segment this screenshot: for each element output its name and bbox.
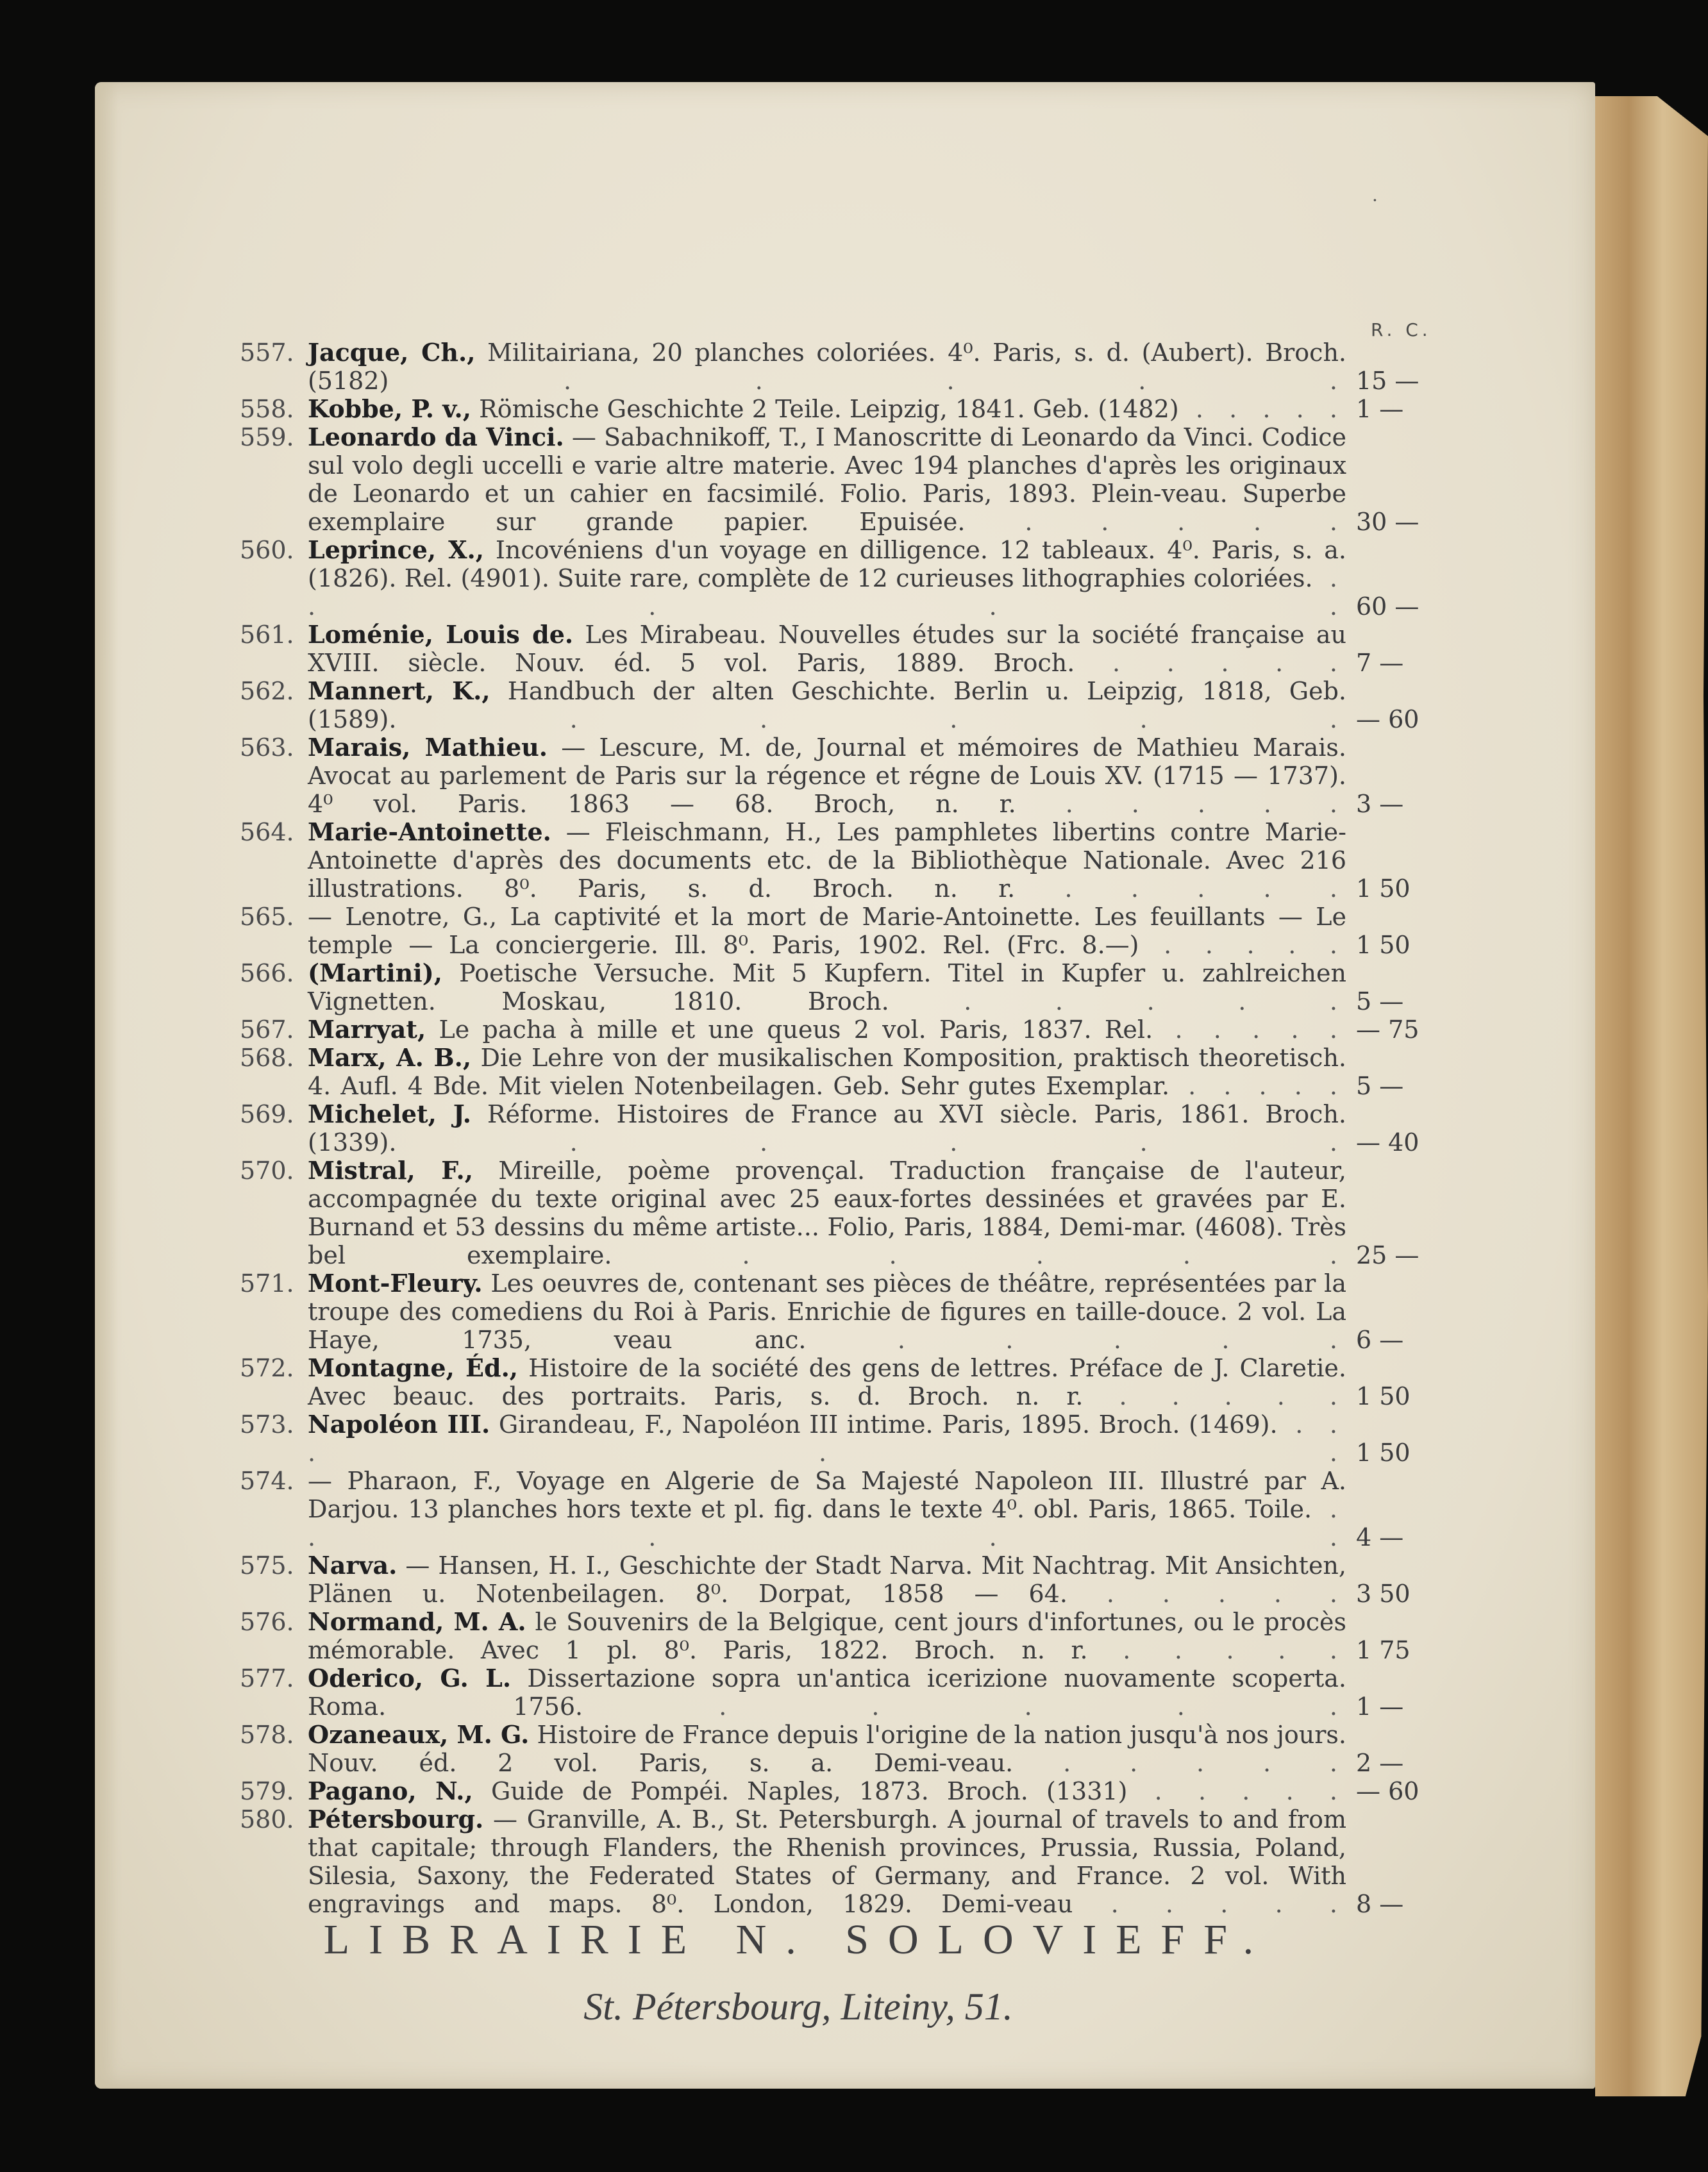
leader-dots: . . . . . xyxy=(1015,874,1347,903)
entry-number: 577. xyxy=(240,1664,294,1692)
entry-price: 5 — xyxy=(1356,987,1404,1015)
entry-description xyxy=(308,1608,1346,1664)
entry-text: Die Lehre von der musikalischen Komposition, praktisch theoretisch. 4. Aufl. 4 Bde. Mit vielen Notenbeilagen. Geb. Sehr gutes Exemplar. xyxy=(308,1044,1346,1100)
entry-author: Napoléon III. xyxy=(308,1410,490,1439)
entry-text: Poetische Versuche. Mit 5 Kupfern. Titel in Kupfer u. zahlreichen Vignetten. Moskau, 1810. Broch. xyxy=(308,959,1346,1015)
entry-author: Loménie, Louis de. xyxy=(308,620,574,649)
catalog-entry xyxy=(240,676,1436,733)
entry-author: Mistral, F., xyxy=(308,1156,473,1185)
entry-text: — Granville, A. B., St. Petersburgh. A journal of travels to and from that capitale; through Flanders, the Rhenish provinces, Prussia, Russia, Poland, Silesia, Saxony, the Federated States of Germany, and France. 2 vol. With engravings and maps. 8⁰. London, 1829. Demi-veau xyxy=(308,1805,1346,1918)
entry-text: Les oeuvres de, contenant ses pièces de théâtre, représentées par la troupe des comediens du Roi à Paris. Enrichie de figures en taille-douce. 2 vol. La Haye, 1735, veau anc. xyxy=(308,1269,1346,1354)
entry-text: Les Mirabeau. Nouvelles études sur la société française au XVIII. siècle. Nouv. éd. 5 vol. Paris, 1889. Broch. xyxy=(308,621,1346,677)
entry-description xyxy=(308,1777,1346,1805)
entry-text: — Pharaon, F., Voyage en Algerie de Sa Majesté Napoleon III. Illustré par A. Darjou. 13 planches hors texte et pl. fig. dans le texte 4⁰. obl. Paris, 1865. Toile. xyxy=(308,1467,1346,1523)
entry-price: 30 — xyxy=(1356,508,1419,536)
entry-author: Montagne, Éd., xyxy=(308,1353,519,1382)
entry-author: Leprince, X., xyxy=(308,535,485,564)
entry-author: Mannert, K., xyxy=(308,676,490,705)
entry-description xyxy=(308,338,1346,395)
entry-price: 1 — xyxy=(1356,395,1404,423)
entry-price: 1 50 xyxy=(1356,931,1411,959)
entry-text: Incovéniens d'un voyage en dilligence. 12 tableaux. 4⁰. Paris, s. a. (1826). Rel. (4901). Suite rare, complète de 12 curieuses lithographies coloriées. xyxy=(308,536,1347,592)
entry-description xyxy=(308,536,1346,621)
entry-price: — 60 xyxy=(1356,1777,1419,1805)
entry-text: — Fleischmann, H., Les pamphletes libertins contre Marie-Antoinette d'après des documents etc. de la Bibliothèque Nationale. Avec 216 illustrations. 8⁰. Paris, s. d. Broch. n. r. xyxy=(308,818,1346,903)
leader-dots: . . . . . xyxy=(396,1128,1346,1157)
entry-number: 571. xyxy=(240,1269,294,1298)
catalog-entry xyxy=(240,958,1436,1015)
entry-author: (Martini), xyxy=(308,958,442,987)
entry-number: 562. xyxy=(240,677,294,705)
leader-dots: . . . . . xyxy=(308,1495,1346,1551)
leader-dots: . . . . . xyxy=(1073,1890,1346,1918)
entry-price: — 75 xyxy=(1356,1015,1419,1044)
entry-price: 4 — xyxy=(1356,1523,1404,1551)
entry-price: — 60 xyxy=(1356,705,1419,733)
entry-price: 8 — xyxy=(1356,1890,1404,1918)
entry-text: Dissertazione sopra un'antica icerizione nuovamente scoperta. Roma. 1756. xyxy=(308,1664,1346,1721)
catalog-entry xyxy=(240,422,1436,536)
entry-author: Marx, A. B., xyxy=(308,1043,472,1072)
entry-number: 566. xyxy=(240,959,294,987)
catalog-entry xyxy=(240,535,1436,621)
entry-author: Leonardo da Vinci. xyxy=(308,422,564,451)
entry-text: Le pacha à mille et une queus 2 vol. Paris, 1837. Rel. xyxy=(439,1015,1153,1044)
entry-number: 573. xyxy=(240,1410,294,1439)
stray-mark: · xyxy=(1372,190,1378,211)
entry-author: Mont-Fleury. xyxy=(308,1269,483,1298)
entry-text: le Souvenirs de la Belgique, cent jours d'infortunes, ou le procès mémorable. Avec 1 pl. 8⁰. Paris, 1822. Broch. n. r. xyxy=(308,1608,1346,1664)
page-gutter-shadow xyxy=(95,82,118,2089)
entry-description xyxy=(308,1551,1346,1608)
entry-description xyxy=(308,903,1346,959)
leader-dots: . . . . . xyxy=(1127,1777,1346,1805)
catalog-entry xyxy=(240,1805,1436,1918)
entry-description xyxy=(308,1100,1346,1157)
leader-dots: . . . . . xyxy=(1153,1015,1346,1044)
entry-author: Pétersbourg. xyxy=(308,1805,484,1834)
catalog-entry xyxy=(240,1720,1436,1777)
leader-dots: . . . . . xyxy=(1178,395,1346,423)
catalog-entry xyxy=(240,394,1436,423)
entry-number: 570. xyxy=(240,1157,294,1185)
entry-text: — Lenotre, G., La captivité et la mort de Marie-Antoinette. Les feuillants — Le temple — La conciergerie. Ill. 8⁰. Paris, 1902. Rel. (Frc. 8.—) xyxy=(308,903,1346,959)
entry-price: 1 50 xyxy=(1356,874,1411,903)
entry-number: 560. xyxy=(240,536,294,564)
leader-dots: . . . . . xyxy=(1013,1749,1346,1777)
entry-author: Marryat, xyxy=(308,1015,426,1044)
catalog-entry xyxy=(240,1664,1436,1721)
entry-price: 1 — xyxy=(1356,1692,1404,1721)
entry-description xyxy=(308,733,1346,818)
entry-description xyxy=(308,621,1346,677)
entry-author: Marie-Antoinette. xyxy=(308,817,551,846)
entry-description xyxy=(308,1664,1346,1721)
entry-price: 2 — xyxy=(1356,1749,1404,1777)
catalog-entry xyxy=(240,733,1436,818)
catalog-entry xyxy=(240,1410,1436,1467)
catalog-entry xyxy=(240,620,1436,677)
entry-description xyxy=(308,677,1346,733)
entry-number: 572. xyxy=(240,1354,294,1382)
entry-price: 60 — xyxy=(1356,592,1419,621)
entry-number: 563. xyxy=(240,733,294,762)
catalog-entry xyxy=(240,1015,1436,1044)
entry-number: 565. xyxy=(240,903,294,931)
entry-price: 6 — xyxy=(1356,1326,1404,1354)
leader-dots: . . . . . xyxy=(308,564,1346,621)
leader-dots: . . . . . xyxy=(612,1241,1346,1269)
entry-number: 579. xyxy=(240,1777,294,1805)
entry-price: 1 50 xyxy=(1356,1439,1411,1467)
entry-description xyxy=(308,423,1346,536)
entry-number: 568. xyxy=(240,1044,294,1072)
entry-price: — 40 xyxy=(1356,1128,1419,1157)
price-column-header: R. C. xyxy=(1371,319,1432,340)
leader-dots: . . . . . xyxy=(965,508,1346,536)
entry-description xyxy=(308,1044,1346,1100)
entry-author: Oderico, G. L. xyxy=(308,1664,512,1692)
catalog-entry xyxy=(240,817,1436,903)
entry-number: 558. xyxy=(240,395,294,423)
entry-author: Normand, M. A. xyxy=(308,1607,526,1636)
entry-number: 564. xyxy=(240,818,294,846)
entry-author: Pagano, N., xyxy=(308,1776,473,1805)
catalog-entry xyxy=(240,1551,1436,1608)
catalog-entry xyxy=(240,1467,1436,1551)
catalog-entry xyxy=(240,1353,1436,1410)
entry-number: 575. xyxy=(240,1551,294,1580)
entry-description xyxy=(308,1467,1346,1551)
entry-author: Jacque, Ch., xyxy=(308,338,476,367)
entry-author: Michelet, J. xyxy=(308,1099,472,1128)
entry-text: Histoire de France depuis l'origine de la nation jusqu'à nos jours. Nouv. éd. 2 vol. Paris, s. a. Demi-veau. xyxy=(308,1721,1346,1777)
entry-description xyxy=(308,1410,1346,1467)
entry-number: 559. xyxy=(240,423,294,451)
leader-dots: . . . . . xyxy=(1016,790,1347,818)
entry-text: — Lescure, M. de, Journal et mémoires de Mathieu Marais. Avocat au parlement de Paris sur la régence et régne de Louis XV. (1715 — 1737). 4⁰ vol. Paris. 1863 — 68. Broch, n. r. xyxy=(308,733,1346,818)
catalog-entry xyxy=(240,1043,1436,1100)
leader-dots: . . . . . xyxy=(1087,1636,1346,1664)
entry-description xyxy=(308,1805,1346,1918)
entry-price: 25 — xyxy=(1356,1241,1419,1269)
entry-text: — Hansen, H. I., Geschichte der Stadt Narva. Mit Nachtrag. Mit Ansichten, Plänen u. Notenbeilagen. 8⁰. Dorpat, 1858 — 64. xyxy=(308,1551,1346,1608)
entry-author: Ozaneaux, M. G. xyxy=(308,1720,530,1749)
entry-price: 1 75 xyxy=(1356,1636,1411,1664)
entry-author: Narva. xyxy=(308,1551,398,1580)
entry-price: 3 50 xyxy=(1356,1580,1411,1608)
entry-author: Marais, Mathieu. xyxy=(308,733,548,762)
entry-price: 5 — xyxy=(1356,1072,1404,1100)
catalog-entry xyxy=(240,1156,1436,1269)
entry-text: Histoire de la société des gens de lettres. Préface de J. Claretie. Avec beauc. des portraits. Paris, s. d. Broch. n. r. xyxy=(308,1354,1346,1410)
leader-dots: . . . . . xyxy=(1075,649,1346,677)
entry-text: Girandeau, F., Napoléon III intime. Paris, 1895. Broch. (1469). xyxy=(498,1410,1278,1439)
entry-text: Militairiana, 20 planches coloriées. 4⁰. Paris, s. d. (Aubert). Broch. (5182) xyxy=(308,338,1346,395)
publisher-name: LIBRAIRIE N. SOLOVIEFF. xyxy=(323,1916,1273,1963)
entry-text: Réforme. Histoires de France au XVI siècle. Paris, 1861. Broch. (1339). xyxy=(308,1100,1347,1157)
catalog-entry xyxy=(240,1269,1436,1354)
leader-dots: . . . . . xyxy=(389,367,1346,395)
entry-number: 574. xyxy=(240,1467,294,1495)
entry-price: 3 — xyxy=(1356,790,1404,818)
adjacent-page-edge xyxy=(1595,96,1708,2096)
publisher-address: St. Pétersbourg, Liteiny, 51. xyxy=(583,1985,1013,2028)
entry-description xyxy=(308,818,1346,903)
entry-number: 578. xyxy=(240,1721,294,1749)
leader-dots: . . . . . xyxy=(1067,1580,1346,1608)
leader-dots: . . . . . xyxy=(889,987,1346,1015)
entry-number: 567. xyxy=(240,1015,294,1044)
catalog-entry xyxy=(240,903,1436,959)
entry-text: — Sabachnikoff, T., I Manoscritte di Leonardo da Vinci. Codice sul volo degli uccelli e varie altre materie. Avec 194 planches d'après les originaux de Leonardo et un cahier en facsimilé. Folio. Paris, 1893. Plein-veau. Superbe exemplaire sur grande papier. Epuisée. xyxy=(308,423,1346,536)
catalog-entry xyxy=(240,1776,1436,1805)
leader-dots: . . . . . xyxy=(806,1326,1346,1354)
catalog-entry xyxy=(240,1607,1436,1664)
entry-price: 1 50 xyxy=(1356,1382,1411,1410)
entry-number: 576. xyxy=(240,1608,294,1636)
entry-description xyxy=(308,1015,1346,1044)
leader-dots: . . . . . xyxy=(396,705,1346,733)
entry-price: 15 — xyxy=(1356,367,1419,395)
entry-description xyxy=(308,1721,1346,1777)
leader-dots: . . . . . xyxy=(1169,1072,1346,1100)
catalog-entry xyxy=(240,338,1436,395)
leader-dots: . . . . . xyxy=(1083,1382,1346,1410)
entry-text: Handbuch der alten Geschichte. Berlin u. Leipzig, 1818, Geb. (1589). xyxy=(308,677,1347,733)
entry-description xyxy=(308,395,1346,423)
entry-description xyxy=(308,1157,1346,1269)
leader-dots: . . . . . xyxy=(1139,931,1346,959)
entry-number: 580. xyxy=(240,1805,294,1834)
leader-dots: . . . . . xyxy=(583,1692,1346,1721)
catalog-entry xyxy=(240,1099,1436,1157)
leader-dots: . . . . . xyxy=(308,1410,1346,1467)
entry-price: 7 — xyxy=(1356,649,1404,677)
entry-author: Kobbe, P. v., xyxy=(308,394,471,423)
catalog-entries xyxy=(240,338,1436,1918)
entry-text: Römische Geschichte 2 Teile. Leipzig, 1841. Geb. (1482) xyxy=(479,395,1179,423)
entry-number: 561. xyxy=(240,621,294,649)
entry-description xyxy=(308,1269,1346,1354)
entry-description xyxy=(308,959,1346,1015)
entry-number: 569. xyxy=(240,1100,294,1128)
entry-number: 557. xyxy=(240,338,294,367)
entry-text: Guide de Pompéi. Naples, 1873. Broch. (1331) xyxy=(490,1777,1128,1805)
entry-description xyxy=(308,1354,1346,1410)
entry-text: Mireille, poème provençal. Traduction française de l'auteur, accompagnée du texte original avec 25 eaux-fortes dessinées et gravées par E. Burnand et 53 dessins du même artiste... Folio, Paris, 1884, Demi-mar. (4608). Très bel exemplaire. xyxy=(308,1157,1346,1269)
